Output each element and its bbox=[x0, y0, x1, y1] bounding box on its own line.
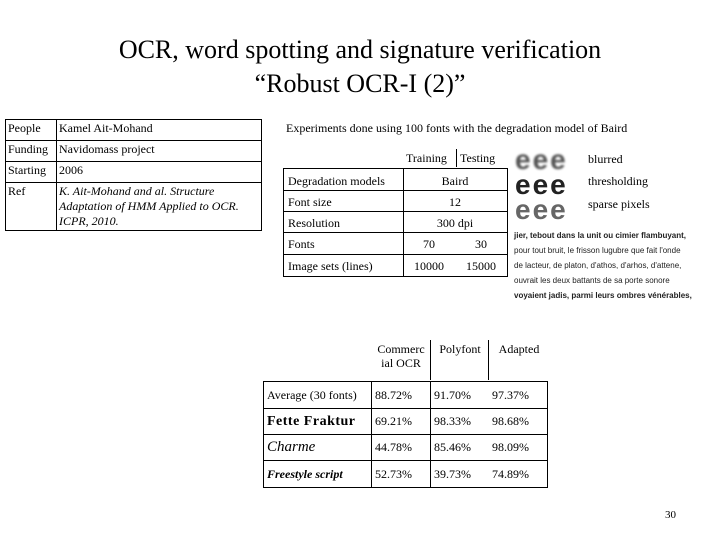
info-row-people bbox=[6, 120, 262, 141]
results-cell: 74.89% bbox=[489, 461, 548, 488]
exp-label-font-size: Font size bbox=[288, 195, 332, 209]
exp-line bbox=[283, 232, 508, 233]
info-value: 2006 bbox=[57, 162, 262, 183]
results-row bbox=[264, 435, 548, 461]
label-blurred: blurred bbox=[588, 152, 623, 166]
sample-line: pour tout bruit, le frisson lugubre que fait l'onde bbox=[514, 246, 681, 255]
project-info-table bbox=[5, 119, 262, 231]
exp-value-fonts-training: 70 bbox=[423, 237, 435, 251]
results-cell: 88.72% bbox=[372, 382, 431, 409]
exp-line bbox=[283, 168, 508, 169]
results-cell: 52.73% bbox=[372, 461, 431, 488]
exp-value-resolution: 300 dpi bbox=[436, 216, 474, 230]
results-header-polyfont: Polyfont bbox=[439, 342, 481, 356]
thresholding-glyphs: eee bbox=[515, 169, 568, 200]
info-row-funding bbox=[6, 141, 262, 162]
sample-line: voyaient jadis, parmi leurs ombres vénérables, bbox=[514, 291, 692, 300]
exp-line bbox=[403, 168, 404, 276]
info-row-ref bbox=[6, 183, 262, 231]
slide-title-line-1: OCR, word spotting and signature verification bbox=[118, 35, 602, 64]
results-cell: 98.09% bbox=[489, 435, 548, 461]
exp-label-image-sets: Image sets (lines) bbox=[288, 259, 373, 273]
exp-line bbox=[283, 190, 508, 191]
info-value: Kamel Ait-Mohand bbox=[57, 120, 262, 141]
results-cell: 85.46% bbox=[431, 435, 490, 461]
col-testing: Testing bbox=[460, 151, 496, 165]
info-label: Funding bbox=[6, 141, 57, 162]
info-label: Ref bbox=[6, 183, 57, 231]
results-header-adapted: Adapted bbox=[498, 342, 540, 356]
results-header-divider bbox=[488, 340, 489, 380]
label-thresholding: thresholding bbox=[588, 174, 648, 188]
results-row-label bbox=[264, 409, 372, 435]
results-cell: 98.33% bbox=[431, 409, 490, 435]
experiments-caption: Experiments done using 100 fonts with the degradation model of Baird bbox=[286, 121, 628, 135]
results-row-label bbox=[264, 461, 372, 488]
results-row bbox=[264, 409, 548, 435]
results-row bbox=[264, 382, 548, 409]
results-cell: 98.68% bbox=[489, 409, 548, 435]
slide-title-line-2: “Robust OCR-I (2)” bbox=[254, 69, 466, 98]
exp-line bbox=[283, 211, 508, 212]
sparse-pixel-glyphs: eee bbox=[515, 194, 568, 225]
info-value-reference: K. Ait-Mohand and al. Structure Adaptation of HMM Applied to OCR. ICPR, 2010. bbox=[57, 183, 262, 231]
results-cell: 97.37% bbox=[489, 382, 548, 409]
results-row-label bbox=[264, 435, 372, 461]
results-cell: 39.73% bbox=[431, 461, 490, 488]
fette-fraktur-sample: Fette Fraktur bbox=[267, 413, 356, 429]
info-value: Navidomass project bbox=[57, 141, 262, 162]
results-row bbox=[264, 461, 548, 488]
freestyle-script-sample: Freestyle script bbox=[267, 466, 343, 481]
blurred-glyphs: eee bbox=[515, 144, 568, 175]
results-cell: 44.78% bbox=[372, 435, 431, 461]
results-row-label: Average (30 fonts) bbox=[264, 382, 372, 409]
label-sparse-pixels: sparse pixels bbox=[588, 197, 650, 211]
exp-value-image-sets-testing: 15000 bbox=[466, 259, 496, 273]
results-table bbox=[263, 381, 548, 488]
info-label: Starting bbox=[6, 162, 57, 183]
charme-sample: Charme bbox=[267, 439, 316, 455]
results-header-commercial: Commerc ial OCR bbox=[377, 342, 425, 370]
sample-line: ouvrait les deux battants de sa porte sonore bbox=[514, 276, 670, 285]
degraded-text-sample bbox=[514, 228, 718, 303]
exp-line bbox=[507, 168, 508, 276]
exp-value-degradation: Baird bbox=[441, 174, 469, 188]
results-cell: 91.70% bbox=[431, 382, 490, 409]
header-divider bbox=[456, 149, 457, 167]
exp-label-degradation: Degradation models bbox=[288, 174, 385, 188]
exp-line bbox=[283, 254, 508, 255]
exp-label-fonts: Fonts bbox=[288, 237, 315, 251]
results-cell: 69.21% bbox=[372, 409, 431, 435]
exp-label-resolution: Resolution bbox=[288, 216, 341, 230]
sample-line: de lacteur, de platon, d'athos, d'arhos, d'attene, bbox=[514, 261, 682, 270]
exp-line bbox=[283, 168, 284, 276]
exp-value-image-sets-training: 10000 bbox=[414, 259, 444, 273]
page-number: 30 bbox=[665, 509, 676, 521]
info-row-starting bbox=[6, 162, 262, 183]
col-training: Training bbox=[406, 151, 447, 165]
exp-value-fonts-testing: 30 bbox=[475, 237, 487, 251]
exp-value-font-size: 12 bbox=[449, 195, 461, 209]
sample-line: jier, tebout dans la unit ou cimier flambuyant, bbox=[514, 231, 687, 240]
info-label: People bbox=[6, 120, 57, 141]
exp-line bbox=[283, 276, 508, 277]
results-header-divider bbox=[430, 340, 431, 380]
